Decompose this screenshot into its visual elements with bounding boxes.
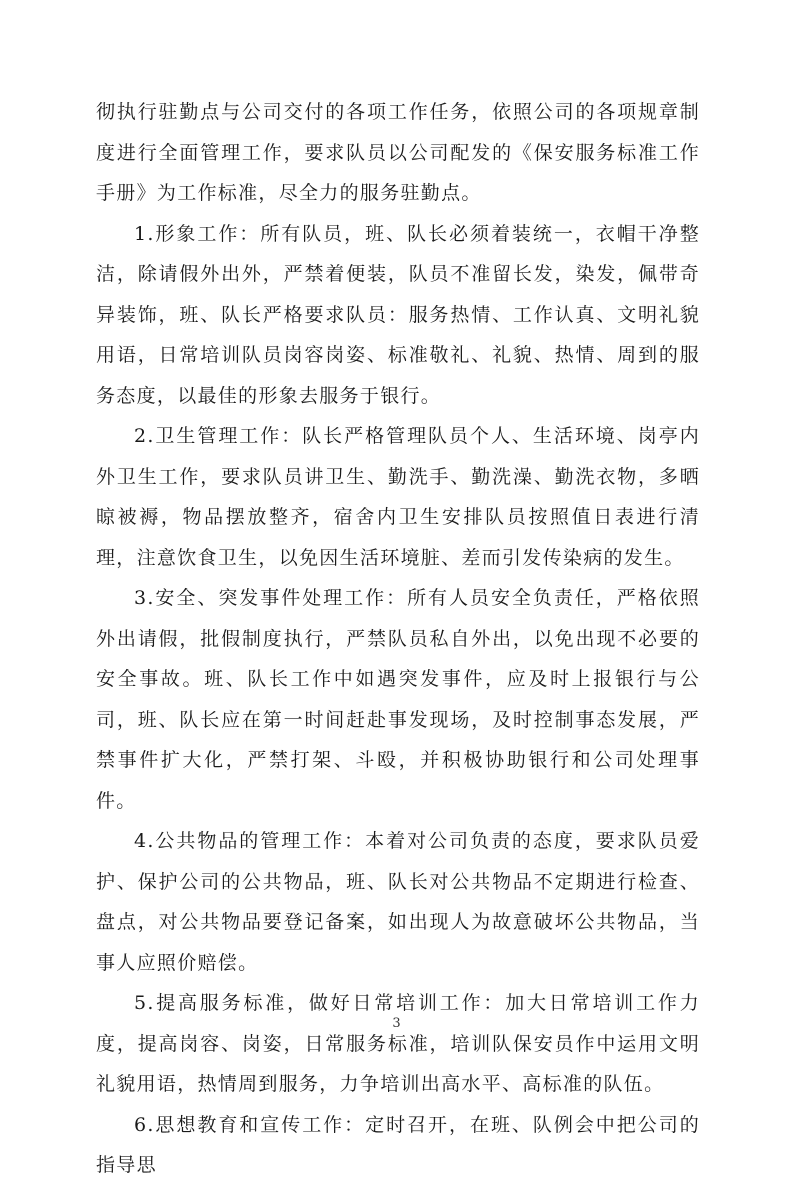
paragraph-image-work: 1.形象工作：所有队员，班、队长必须着装统一，衣帽干净整洁，除请假外出外，严禁着便装，队员不准留长发，染发，佩带奇异装饰，班、队长严格要求队员：服务热情、工作认真、文明礼貌用语，日常培训队员岗容岗姿、标准敬礼、礼貌、热情、周到的服务态度，以最佳的形象去服务于银行。 [96,222,700,407]
paragraph-continuation: 彻执行驻勤点与公司交付的各项工作任务，依照公司的各项规章制度进行全面管理工作，要求队员以公司配发的《保安服务标准工作手册》为工作标准，尽全力的服务驻勤点。 [96,101,700,204]
paragraph-hygiene-management: 2.卫生管理工作：队长严格管理队员个人、生活环境、岗亭内外卫生工作，要求队员讲卫生、勤洗手、勤洗澡、勤洗衣物，多晒晾被褥，物品摆放整齐，宿舍内卫生安排队员按照值日表进行清理，注意饮食卫生，以免因生活环境脏、差而引发传染病的发生。 [96,425,700,569]
page-number: 3 [392,1016,401,1031]
paragraph-service-training: 5.提高服务标准，做好日常培训工作：加大日常培训工作力度，提高岗容、岗姿，日常服务标准，培训队保安员作中运用文明礼貌用语，热情周到服务，力争培训出高水平、高标准的队伍。 [96,992,700,1095]
paragraph-public-property: 4.公共物品的管理工作：本着对公司负责的态度，要求队员爱护、保护公司的公共物品，班、队长对公共物品不定期进行检查、盘点，对公共物品要登记备案，如出现人为故意破坏公共物品，当事人应照价赔偿。 [96,830,700,974]
paragraph-safety-emergency: 3.安全、突发事件处理工作：所有人员安全负责任，严格依照外出请假，批假制度执行，严禁队员私自外出，以免出现不必要的安全事故。班、队长工作中如遇突发事件，应及时上报银行与公司，班、队长应在第一时间赶赴事发现场，及时控制事态发展，严禁事件扩大化，严禁打架、斗殴，并积极协助银行和公司处理事件。 [96,587,700,812]
paragraph-ideological-education: 6.思想教育和宣传工作：定时召开，在班、队例会中把公司的指导思 [96,1113,700,1176]
